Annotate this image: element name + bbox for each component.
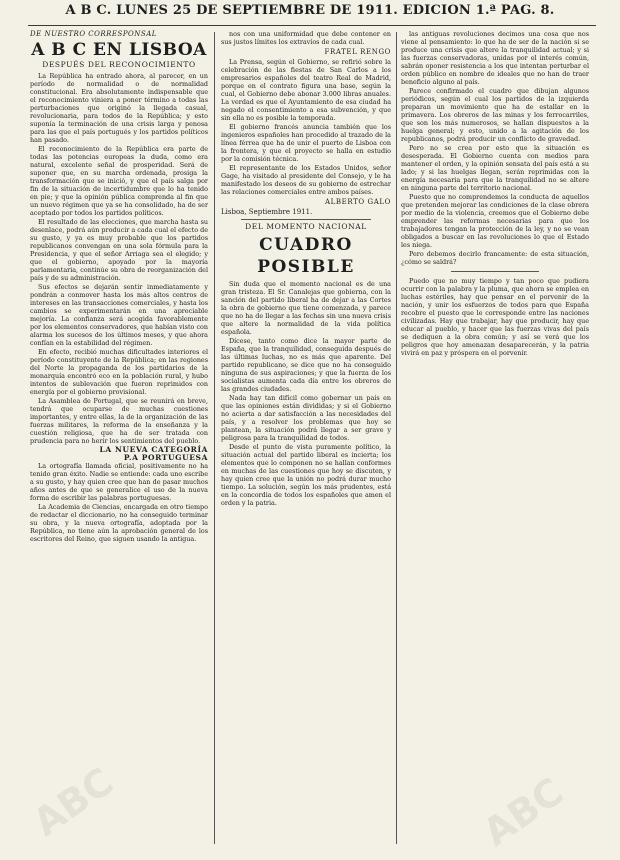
signature: ALBERTO GALO bbox=[325, 198, 391, 206]
article-body bbox=[221, 58, 391, 196]
column-1 bbox=[30, 30, 208, 850]
abc-watermark: ABC bbox=[25, 759, 122, 845]
paragraph: El gobierno francés anuncia también que los ingenieros españoles han procedido al trazado de la línea férrea que ha de unir el puerto de Lisboa con la frontera, y que el proyecto se halla en estudio por la comisión técnica. bbox=[221, 123, 391, 163]
paragraph: El reconocimiento de la República era parte de todas las potencias europeas la duda, como era natural, excelente señal de prosperidad. Será de suponer que, en su marcha ordenada, prosiga la transformación que se inició, y que el país salga por fin de la situación de incertidumbre que lo ha tenido en pie; y que la opinión pública comprenda al fin que un nuevo régimen que ya se ha consolidado, ha de ser aceptado por todos los partidos políticos. bbox=[30, 145, 208, 217]
paragraph: Pero debemos decirlo francamente: de esta situación, ¿cómo se saldrá? bbox=[401, 250, 589, 266]
abc-watermark: ABC bbox=[475, 769, 572, 855]
kicker: DE NUESTRO CORRESPONSAL bbox=[30, 30, 157, 38]
paragraph: nos con una uniformidad que debe contener en sus justos límites los extravíos de cada cual. bbox=[221, 30, 391, 46]
paragraph: El resultado de las elecciones, que marcha hasta su desenlace, podrá aún producir a cada cual el efecto de su gusto, y ya es muy probable que los partidos republicanos convengan en una sola fórmula para la Presidencia, y que el señor Arriaga sea el elegido; y que el gobierno, apoyado por la mayoría parlamentaria, continúe su obra de reorganización del país y de su administración. bbox=[30, 218, 208, 282]
headline-cuadro-posible: CUADRO POSIBLE bbox=[257, 235, 355, 277]
paragraph: La Prensa, según el Gobierno, se refirió sobre la celebración de las fiestas de San Carlos a los empresarios españoles del teatro Real de Madrid, porque en el contrato figura una base, según la cual, el Gobierno debe abonar 3.000 libras anuales. La verdad es que el Ayuntamiento de esa ciudad ha negado el consentimiento a esa subvención, y que sin ella no es posible la temporada. bbox=[221, 58, 391, 122]
article-continuation bbox=[221, 30, 391, 46]
paragraph: Sus efectos se dejarán sentir inmediatamente y pondrán a conmover hasta los más altos centros de intereses en las transacciones comerciales, y hasta los cambios se experimentarán en una apreciable mejoría. La confianza será acogida favorablemente por los elementos conservadores, que habían visto con alarma los sucesos de los últimos meses, y que ahora confían en la estabilidad del régimen. bbox=[30, 283, 208, 347]
article-body-2 bbox=[30, 462, 208, 543]
column-3 bbox=[401, 30, 589, 850]
paragraph: En efecto, recibió muchas dificultades interiores el período constituyente de la República; en las regiones del Norte la propaganda de los partidarios de la monarquía encontró eco en la población rural, y hubo intentos de sublevación que fueron reprimidos con energía por el gobierno provisional. bbox=[30, 348, 208, 396]
kicker-momento-nacional: DEL MOMENTO NACIONAL bbox=[245, 222, 367, 231]
column-divider bbox=[214, 32, 215, 844]
paragraph: Parece confirmado el cuadro que dibujan algunos periódicos, según el cual los partidos de la izquierda preparan un movimiento que ha de estallar en la primavera. Los obreros de las minas y los ferrocarriles, que son los más numerosos, se hallan dispuestos a la huelga general; y esto, unido a la agitación de los republicanos, podrá producir un conflicto de gravedad. bbox=[401, 87, 589, 143]
paragraph: La ortografía llamada oficial, positivamente no ha tenido gran éxito. Nadie se entiende: cada uno escribe a su gusto, y hay quien cree que han de pasar muchos años antes de que se generalice el uso de la nueva forma de escribir las palabras portuguesas. bbox=[30, 462, 208, 502]
subhead-reconocimiento: DESPUÉS DEL RECONOCIMIENTO bbox=[42, 60, 196, 69]
column-2 bbox=[221, 30, 391, 850]
article-body bbox=[401, 277, 589, 357]
subhead-nueva-categoria: LA NUEVA CATEGORÍA bbox=[99, 445, 208, 454]
paragraph: Sin duda que el momento nacional es de una gran tristeza. El Sr. Canalejas que gobierna, con la sanción del partido liberal ha de dejar a las Cortes la obra de gobierno que tiene comenzada, y parece que no ha de llegar a las fechas sin una nueva crisis que altere la normalidad de la vida política española. bbox=[221, 280, 391, 336]
paragraph: Pero no se crea por esto que la situación es desesperada. El Gobierno cuenta con medios para mantener el orden, y la opinión sensata del país está a su lado; y si las huelgas llegan, serán reprimidas con la energía necesaria para que la tranquilidad no se altere en ninguna parte del territorio nacional. bbox=[401, 144, 589, 192]
page-header: A B C. LUNES 25 DE SEPTIEMBRE DE 1911. EDICION 1.ª PAG. 8. bbox=[65, 3, 555, 18]
header-rule bbox=[28, 25, 596, 26]
article-continuation bbox=[401, 30, 589, 266]
paragraph: La Academia de Ciencias, encargada en otro tiempo de redactar el diccionario, no ha conseguido terminar su obra, y la nueva ortografía, adoptada por la República, no tiene aún la aprobación general de los escritores del Reino, que siguen usando la antigua. bbox=[30, 503, 208, 543]
paragraph: Puesto que no comprendemos la conducta de aquellos que pretenden mejorar las condiciones de la clase obrera por medio de la violencia, creemos que el Gobierno debe emprender las reformas necesarias para que los trabajadores tengan la protección de la ley, y no se vean obligados a buscar en las revoluciones lo que el Estado les niega. bbox=[401, 193, 589, 249]
paragraph: Dícese, tanto como dice la mayor parte de España, que la tranquilidad, conseguida después de las últimas luchas, no es más que aparente. Del partido republicano, se dice que no ha conseguido ninguna de sus aspiraciones; y que la fuerza de los socialistas aumenta cada día entre los obreros de las grandes ciudades. bbox=[221, 337, 391, 393]
paragraph: Nada hay tan difícil como gobernar un país en que las opiniones están divididas; y si el Gobierno no acierta a dar satisfacción a las necesidades del país, y a resolver los problemas que hoy se plantean, la situación podrá llegar a ser grave y peligrosa para la tranquilidad de todos. bbox=[221, 394, 391, 442]
subhead-portuguesa: P.A PORTUGUESA bbox=[123, 453, 208, 462]
column-divider bbox=[396, 32, 397, 844]
paragraph: las antiguas revoluciones decimos una cosa que nos viene al pensamiento: lo que ha de ser de la nación si se produce una crisis que altere la tranquilidad actual; y si las fuerzas conservadoras, unidas por el interés común, sabrán oponer resistencia a los que intentan perturbar el orden público en nombre de ideales que no han de traer beneficio alguno al país. bbox=[401, 30, 589, 86]
paragraph: La República ha entrado ahora, al parecer, en un período de normalidad o de normalidad constitucional. Era absolutamente indispensable que el reconocimiento viniera a poner término a todas las perturbaciones que originó la llegada casual, revolucionaria, para todos de la República; y esto suponía la terminación de una crisis larga y penosa para las que el país portugués y los partidos políticos han pasado. bbox=[30, 72, 208, 144]
signature: FRATEL RENGO bbox=[324, 48, 391, 56]
paragraph: El representante de los Estados Unidos, señor Gage, ha visitado al presidente del Consejo, y le ha manifestado los deseos de su gobierno de estrechar las relaciones comerciales entre ambos países. bbox=[221, 164, 391, 196]
paragraph: Desde el punto de vista puramente político, la situación actual del partido liberal es incierta; los elementos que lo componen no se hallan conformes en muchas de las cuestiones que hoy se discuten, y hay quien cree que la unión no podrá durar mucho tiempo. La solución, según los más prudentes, está en la concordia de todos los españoles que amen el orden y la patria. bbox=[221, 443, 391, 507]
divider bbox=[241, 219, 371, 220]
headline-lisboa: A B C EN LISBOA bbox=[31, 40, 207, 60]
dateline: Lisboa, Septiembre 1911. bbox=[221, 208, 313, 216]
article-body bbox=[221, 280, 391, 507]
paragraph: La Asamblea de Portugal, que se reunirá en breve, tendrá que ocuparse de muchas cuestiones importantes, y entre ellas, la de la organización de las fuerzas militares, la reforma de la enseñanza y la cuestión religiosa, que ha de ser tratada con prudencia para no herir los sentimientos del pueblo. bbox=[30, 397, 208, 445]
paragraph: Puedo que no muy tiempo y tan poco que pudiera ocurrir con la palabra y la pluma, que ahora se emplea en luchas estériles, hay que pensar en el porvenir de la nación, y unir los esfuerzos de todos para que España recobre el puesto que le corresponde entre las naciones civilizadas. Hay que trabajar, hay que producir, hay que educar al pueblo, y hacer que las fuerzas vivas del país se dediquen a la obra común; y así se verá que los peligros que hoy amenazan desaparecerán, y la patria vivirá en paz y próspera en el porvenir. bbox=[401, 277, 589, 357]
article-body bbox=[30, 72, 208, 445]
divider bbox=[451, 271, 539, 272]
